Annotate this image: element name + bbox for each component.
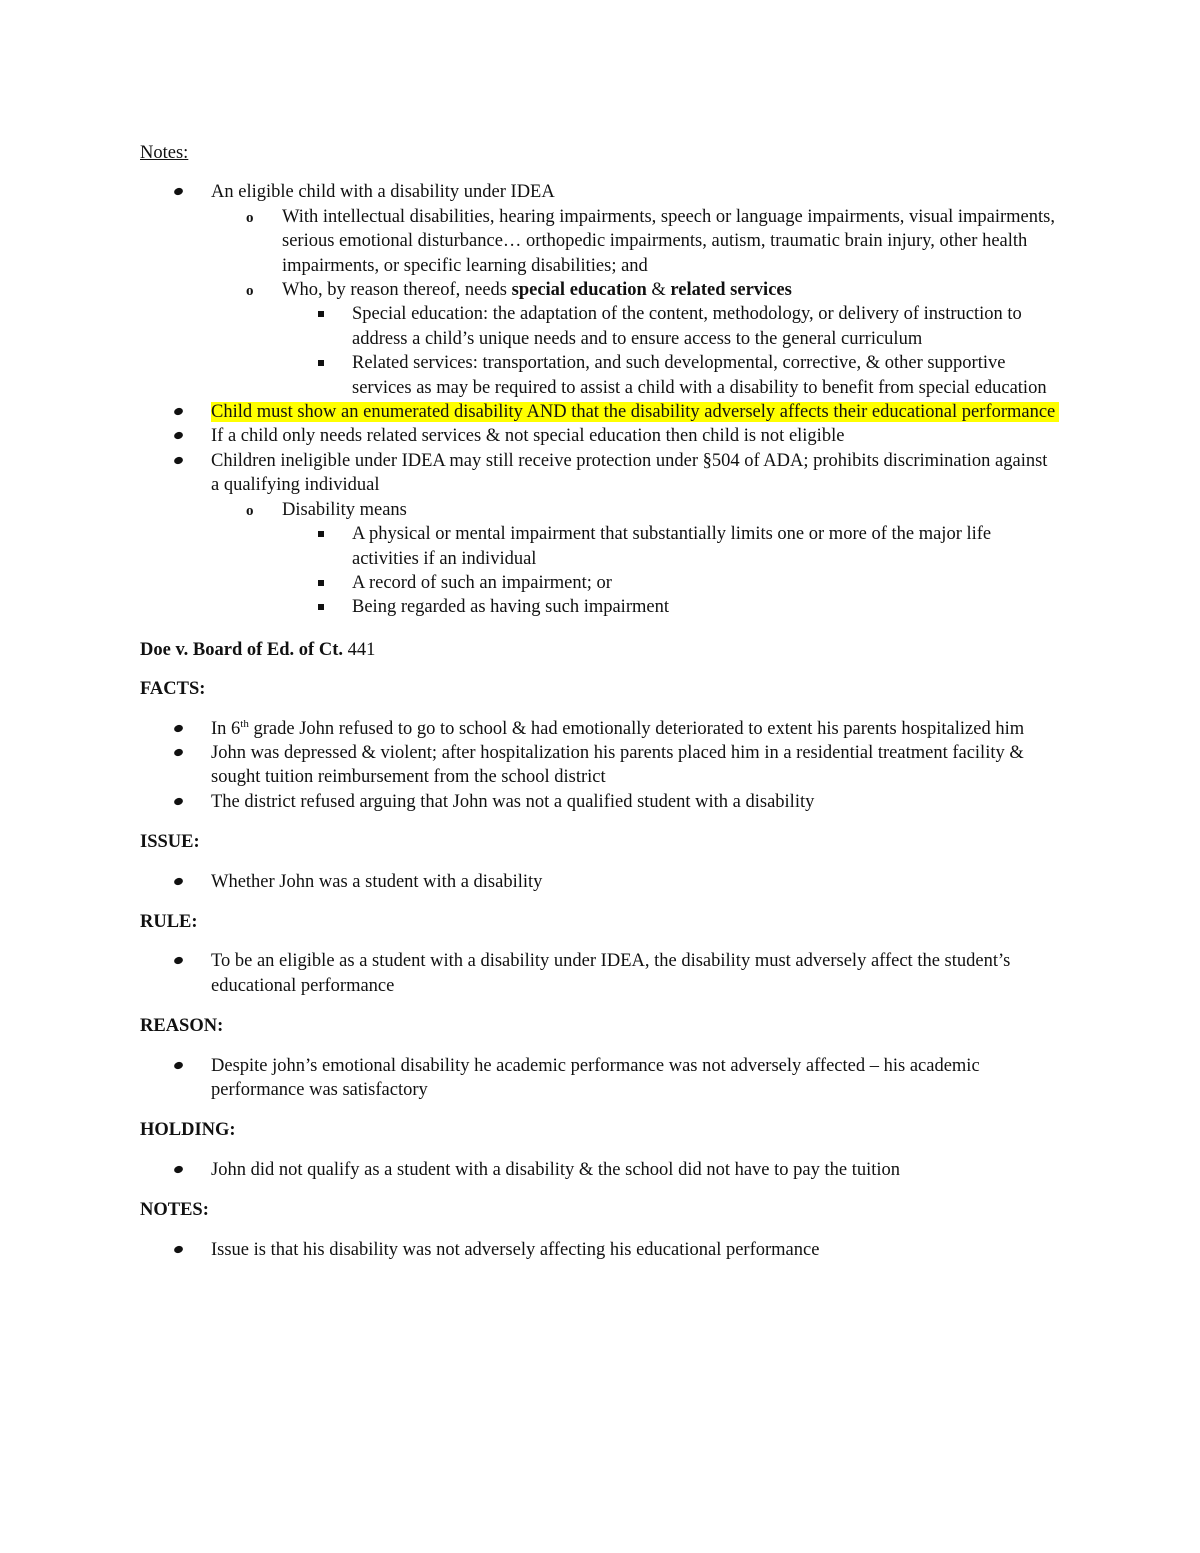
highlighted-text: Child must show an enumerated disability AND that the disability adversely affects their educational performance [211, 402, 1059, 422]
filled-bullet-icon [172, 741, 192, 765]
list-item-text: If a child only needs related services & not special education then child is not eligible [211, 426, 845, 447]
hollow-o-bullet-icon: o [246, 502, 254, 519]
list-item-text: In 6 [211, 718, 241, 739]
list-item-text: With intellectual disabilities, hearing impairments, speech or language impairments, visual impairments, serious emotional disturbance… orthopedic impairments, autism, traumatic brain injury, other health impairments, or specific learning disabilities; and [282, 206, 1055, 276]
document-body [140, 141, 1060, 1262]
filled-bullet-icon [172, 400, 192, 424]
list-item [140, 205, 1060, 278]
list-item [140, 424, 1060, 448]
list-item [140, 278, 1060, 302]
filled-bullet-icon [172, 424, 192, 448]
list-item [140, 400, 1060, 424]
list-item-text: & [646, 280, 671, 301]
case-title [140, 638, 1060, 662]
superscript: th [240, 717, 249, 730]
issue-list [140, 870, 1060, 894]
list-item [140, 449, 1060, 498]
rule-heading: RULE: [140, 911, 198, 932]
notes2-heading: NOTES: [140, 1200, 209, 1221]
case-name: Doe v. Board of Ed. of Ct. [140, 639, 343, 660]
filled-bullet-icon [172, 449, 192, 473]
list-item-text: grade John refused to go to school & had emotionally deteriorated to extent his parents hospitalized him [248, 718, 1025, 739]
list-item [140, 180, 1060, 204]
list-item [140, 717, 1060, 741]
list-item-text: A record of such an impairment; or [352, 572, 612, 593]
list-item-text: Disability means [282, 499, 407, 520]
issue-heading: ISSUE: [140, 832, 200, 853]
notes2-list [140, 1238, 1060, 1262]
list-item [140, 1158, 1060, 1182]
list-item [140, 949, 1060, 998]
hollow-o-bullet-icon: o [246, 283, 254, 300]
list-item [140, 302, 1060, 351]
list-item [140, 741, 1060, 790]
square-bullet-icon [316, 595, 336, 619]
list-item [140, 595, 1060, 619]
list-item [140, 571, 1060, 595]
list-item-text: A physical or mental impairment that substantially limits one or more of the major life activities if an individual [352, 524, 992, 569]
list-item [140, 1054, 1060, 1103]
holding-heading: HOLDING: [140, 1120, 236, 1141]
filled-bullet-icon [172, 870, 192, 894]
list-item-text: Related services: transportation, and such developmental, corrective, & other supportive services as may be required to assist a child with a disability to benefit from special education [352, 353, 1047, 398]
square-bullet-icon [316, 302, 336, 326]
list-item-text: Issue is that his disability was not adversely affecting his educational performance [211, 1239, 820, 1260]
hollow-o-bullet-icon: o [246, 209, 254, 226]
filled-bullet-icon [172, 949, 192, 973]
list-item-text: Who, by reason thereof, needs [282, 280, 512, 301]
list-item-text: Being regarded as having such impairment [352, 597, 669, 618]
square-bullet-icon [316, 522, 336, 546]
list-item-text: An eligible child with a disability under IDEA [211, 182, 555, 203]
list-item [140, 790, 1060, 814]
list-item-text: Special education: the adaptation of the content, methodology, or delivery of instruction to address a child’s unique needs and to ensure access to the general curriculum [352, 304, 1022, 349]
filled-bullet-icon [172, 790, 192, 814]
case-page: 441 [343, 639, 376, 660]
list-item-text: Despite john’s emotional disability he academic performance was not adversely affected – his academic performance was satisfactory [211, 1055, 980, 1100]
list-item [140, 351, 1060, 400]
list-item-text: Whether John was a student with a disability [211, 871, 543, 892]
notes-heading: Notes: [140, 143, 189, 163]
square-bullet-icon [316, 571, 336, 595]
filled-bullet-icon [172, 717, 192, 741]
filled-bullet-icon [172, 180, 192, 204]
bold-term: special education [511, 280, 647, 301]
reason-list [140, 1054, 1060, 1103]
list-item [140, 498, 1060, 522]
filled-bullet-icon [172, 1054, 192, 1078]
filled-bullet-icon [172, 1158, 192, 1182]
list-item-text: John was depressed & violent; after hospitalization his parents placed him in a residential treatment facility & sought tuition reimbursement from the school district [211, 742, 1024, 788]
list-item-text: John did not qualify as a student with a disability & the school did not have to pay the tuition [211, 1159, 901, 1180]
list-item [140, 522, 1060, 571]
list-item [140, 1238, 1060, 1262]
notes-list [140, 180, 1060, 619]
bold-term: related services [670, 280, 792, 301]
filled-bullet-icon [172, 1238, 192, 1262]
rule-list [140, 949, 1060, 998]
facts-list [140, 717, 1060, 815]
square-bullet-icon [316, 351, 336, 375]
list-item-text: To be an eligible as a student with a disability under IDEA, the disability must adversely affect the student’s educational performance [211, 951, 1011, 996]
list-item-text: Children ineligible under IDEA may still receive protection under §504 of ADA; prohibits discrimination against a qualifying individual [211, 450, 1048, 496]
holding-list [140, 1158, 1060, 1182]
facts-heading: FACTS: [140, 679, 206, 700]
list-item [140, 870, 1060, 894]
list-item-text: The district refused arguing that John was not a qualified student with a disability [211, 791, 815, 812]
reason-heading: REASON: [140, 1016, 224, 1037]
